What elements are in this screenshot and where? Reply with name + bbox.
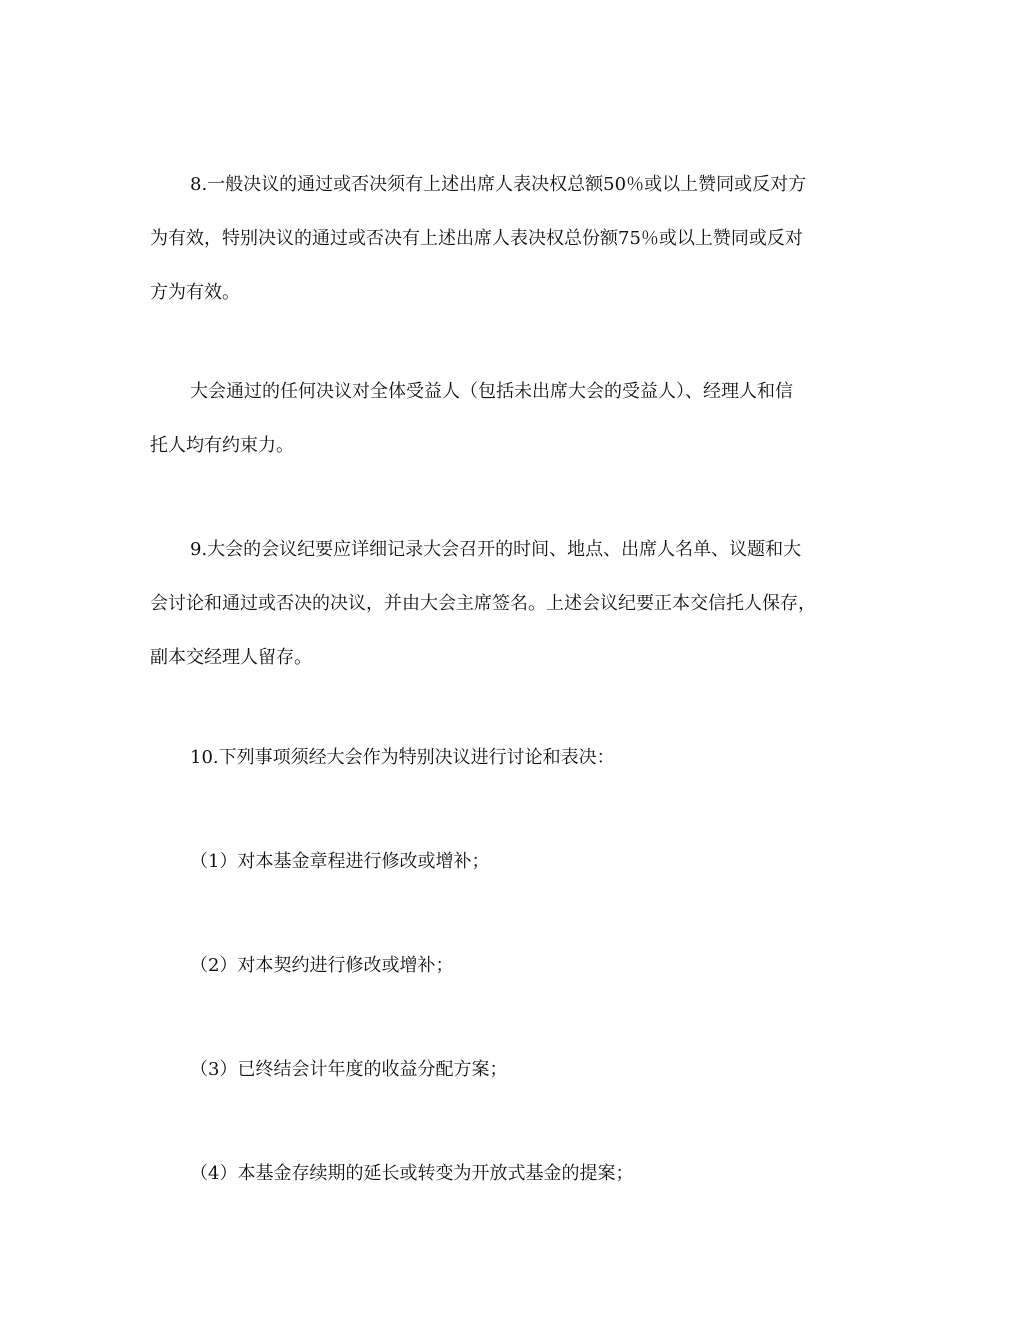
paragraph-binding-line-1: 大会通过的任何决议对全体受益人（包括未出席大会的受益人）、经理人和信 xyxy=(190,381,793,402)
paragraph-8-line-1: 8.一般决议的通过或否决须有上述出席人表决权总额50％或以上赞同或反对方 xyxy=(190,174,807,195)
paragraph-9 xyxy=(150,535,875,697)
list-item xyxy=(150,1055,875,1109)
list-item-2: （2）对本契约进行修改或增补； xyxy=(190,955,454,976)
list-item xyxy=(150,951,875,1005)
paragraph-binding-line-2: 托人均有约束力。 xyxy=(150,435,294,456)
paragraph-9-line-2: 会讨论和通过或否决的决议，并由大会主席签名。上述会议纪要正本交信托人保存， xyxy=(150,593,816,614)
paragraph-10 xyxy=(150,743,875,797)
list-item-1: （1）对本基金章程进行修改或增补； xyxy=(190,851,490,872)
paragraph-8-line-2: 为有效，特别决议的通过或否决有上述出席人表决权总份额75％或以上赞同或反对 xyxy=(150,228,803,249)
paragraph-9-line-1: 9.大会的会议纪要应详细记录大会召开的时间、地点、出席人名单、议题和大 xyxy=(190,539,802,560)
list-item-4: （4）本基金存续期的延长或转变为开放式基金的提案； xyxy=(190,1163,634,1184)
paragraph-9-line-3: 副本交经理人留存。 xyxy=(150,647,312,668)
paragraph-8-line-3: 方为有效。 xyxy=(150,282,240,303)
paragraph-binding xyxy=(150,377,875,485)
paragraph-8 xyxy=(150,170,875,332)
list-item xyxy=(150,1159,875,1213)
list-item xyxy=(150,847,875,901)
paragraph-10-text: 10.下列事项须经大会作为特别决议进行讨论和表决： xyxy=(190,747,615,768)
list-item-3: （3）已终结会计年度的收益分配方案； xyxy=(190,1059,508,1080)
